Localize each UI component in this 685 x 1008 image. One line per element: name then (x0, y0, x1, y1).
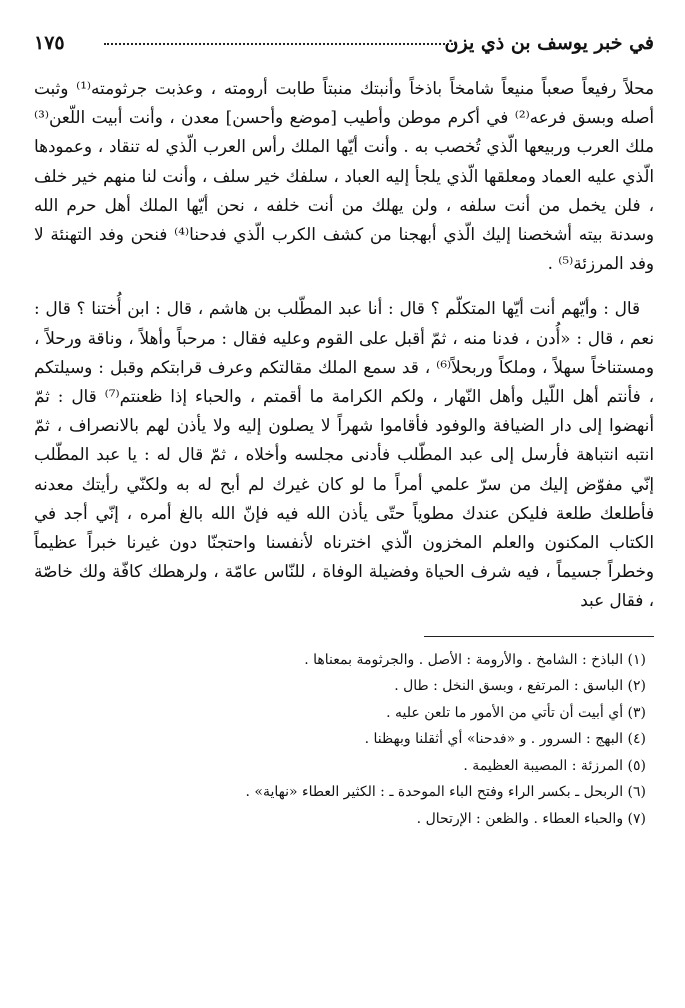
body-text (34, 74, 654, 616)
footnote-1: (١) الباذخ : الشامخ . والأرومة : الأصل . والجرثومة بمعناها . (304, 651, 646, 668)
footnote-5: (٥) المرزئة : المصيبة العظيمة . (463, 757, 646, 774)
footnotes-list (34, 647, 654, 833)
footnote-separator (424, 636, 654, 637)
running-title: في خبر يوسف بن ذي يزن (444, 32, 654, 54)
footnote-2: (٢) الباسق : المرتفع ، وبسق النخل : طال . (394, 678, 646, 695)
footnote-3: (٣) أي أبيت أن تأتي من الأمور ما تلعن عليه . (386, 704, 646, 721)
book-page (34, 30, 654, 980)
dotted-leader (104, 43, 456, 45)
page-number: ١٧٥ (34, 32, 65, 54)
footnote-4: (٤) البهج : السرور . و «فدحنا» أي أثقلنا وبهظنا . (364, 731, 646, 748)
paragraph-2: قال : وأيّهم أنت أيّها المتكلّم ؟ قال : أنا عبد المطّلب بن هاشم ، قال : ابن أُختنا ؟ قال : نعم ، قال : «أُدن ، فدنا منه ، ثمّ أقبل على القوم وعليه فقال : مرحباً وأهلاً ، وناقة ورحلاً ، ومستناخاً سهلاً ، وملكاً وربحلاً⁽⁶⁾ ، قد سمع الملك مقالتكم وعرف قرابتكم وقبل : وسيلتكم ، فأنتم أهل اللّيل وأهل النّهار ، ولكم الكرامة ما أقمتم ، والحباء إذا ظعنتم⁽⁷⁾ قال : ثمّ أنهضوا إلى دار الضيافة والوفود فأقاموا شهراً لا يصلون إليه ولا يأذن لهم بالانصراف ، ثمّ انتبه انتباهة فأرسل إلى عبد المطّلب فأدنى مجلسه وأخلاه ، ثمّ قال له : يا عبد المطّلب إنّي مفوّض إليك من سرّ علمي أمراً ما لو كان غيرك لم أبح له به ولكنّي رأيتك معدنه فأطلعك طلعة فليكن عندك مطوياً حتّى يأذن الله فيه فإنّ الله بالغ أمره ، إنّي أجد في الكتاب المكنون والعلم المخزون الّذي اخترناه لأنفسنا واحتجنّا دون غيرنا خبراً عظيماً وخطراً جسيماً ، فيه شرف الحياة وفضيلة الوفاة ، للنّاس عامّة ، ولرهطك كافّة ولك خاصّة ، فقال عبد (34, 298, 654, 611)
footnote-7: (٧) والحباء العطاء . والظعن : الإرتحال . (416, 810, 646, 827)
paragraph-1: محلاً رفيعاً صعباً منيعاً شامخاً باذخاً وأنبتك منبتاً طابت أرومته ، وعذبت جرثومته⁽¹⁾ وثبت أصله وبسق فرعه⁽²⁾ في أكرم موطن وأطيب [موضع وأحسن] معدن ، وأنت أبيت اللّعن⁽³⁾ ملك العرب وربيعها الّذي تُخصب به . وأنت أيّها الملك رأس العرب الّذي له تنقاد ، وعمودها الّذي عليه العماد ومعلقها الّذي يلجأ إليه العباد ، سلفك خير سلف ، وأنت لنا منهم خير خلف ، فلن يخمل من أنت سلفه ، ولن يهلك من أنت خلفه ، نحن أيّها الملك أهل حرم الله وسدنة بيته أشخصنا إليك الّذي أبهجنا من كشف الكرب الّذي فدحنا⁽⁴⁾ فنحن وفد التهنئة لا وفد المرزئة⁽⁵⁾ . (34, 78, 655, 274)
footnote-6: (٦) الربحل ـ بكسر الراء وفتح الباء الموحدة ـ : الكثير العطاء «نهاية» . (245, 784, 646, 801)
page-header (34, 30, 654, 64)
